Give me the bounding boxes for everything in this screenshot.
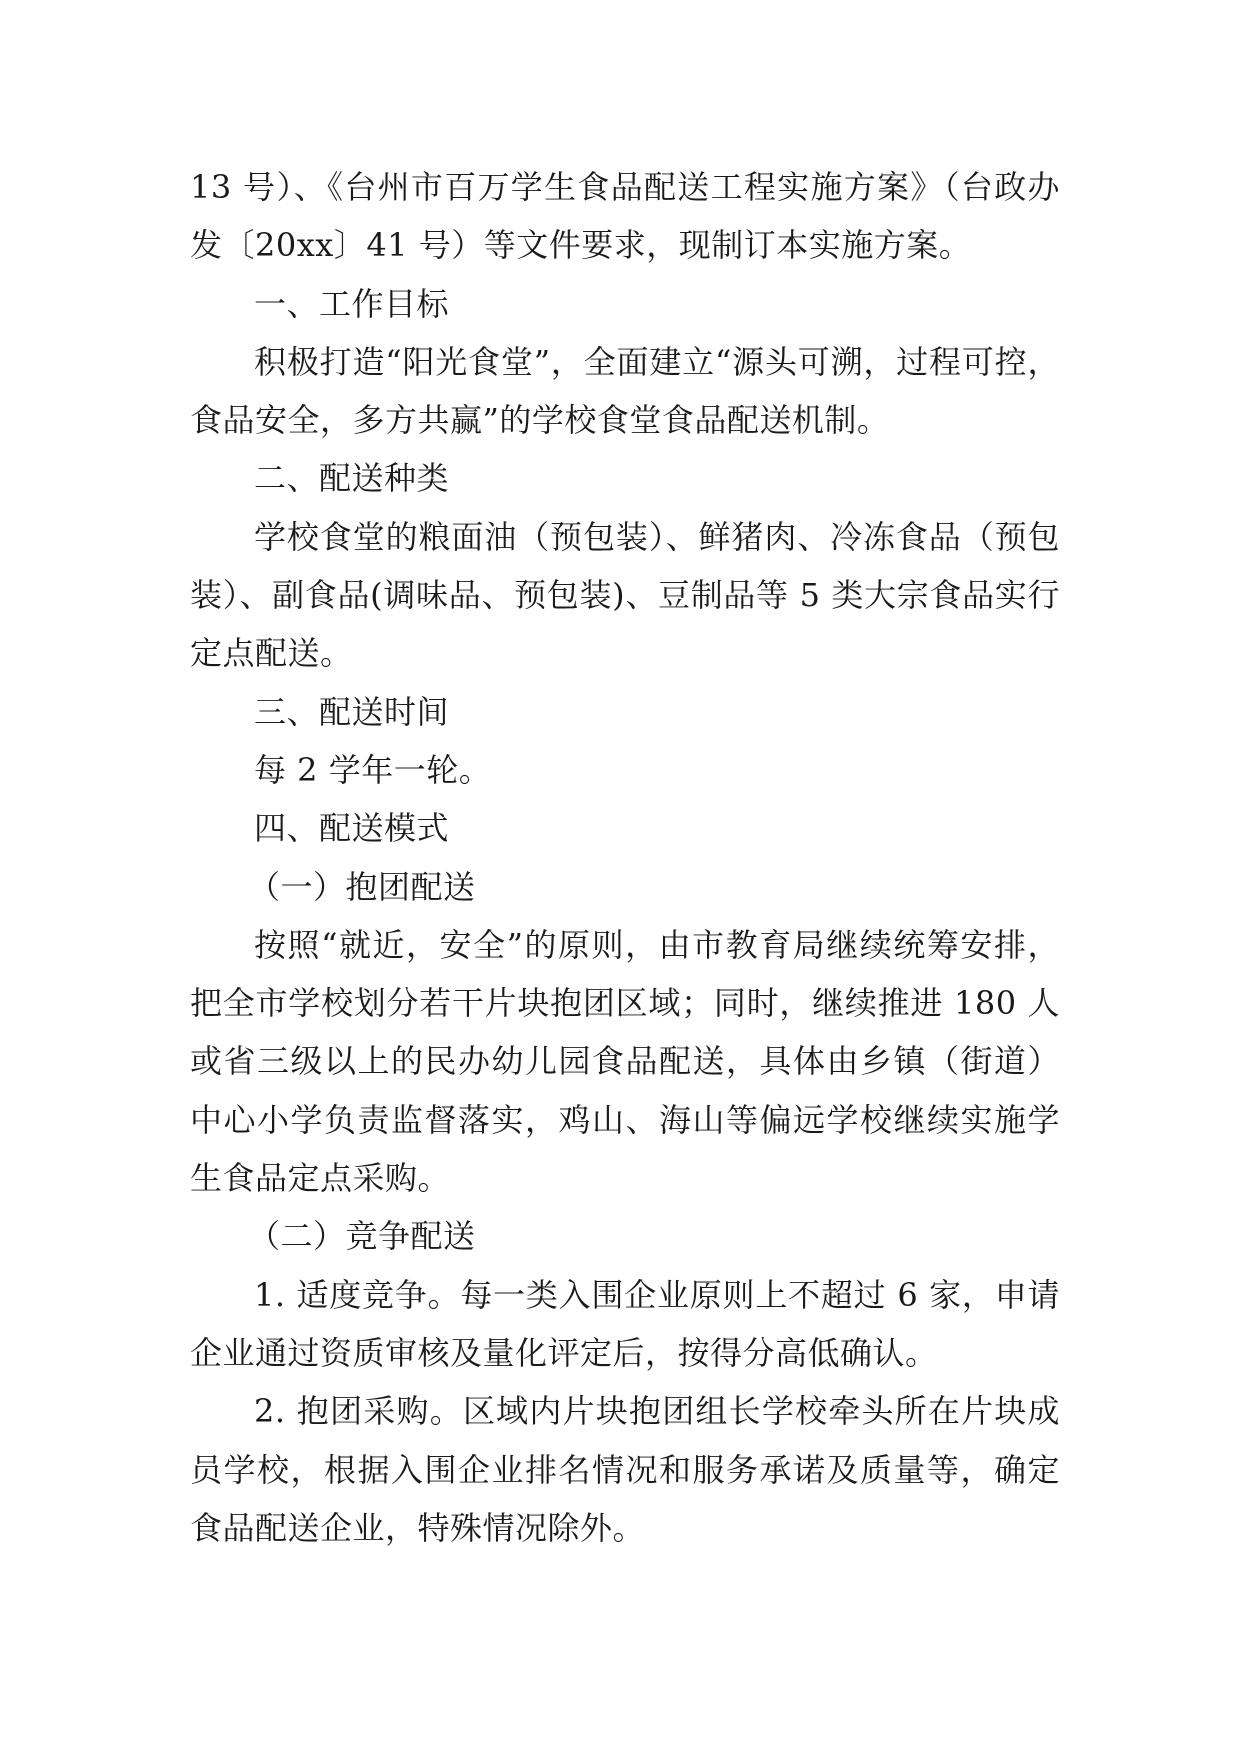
subheading-group-delivery: （一）抱团配送 [248, 867, 476, 906]
paragraph-delivery-time: 每 2 学年一轮。 [254, 750, 492, 789]
subheading-competitive-delivery: （二）竞争配送 [248, 1217, 476, 1256]
paragraph-work-goal: 积极打造“阳光食堂”，全面建立“源头可溯，过程可控，食品安全，多方共赢”的学校食堂食品配送机制。 [190, 342, 1060, 440]
paragraph-moderate-competition: 1. 适度竞争。每一类入围企业原则上不超过 6 家，申请企业通过资质审核及量化评定后，按得分高低确认。 [190, 1275, 1060, 1372]
paragraph-group-delivery: 按照“就近，安全”的原则，由市教育局继续统筹安排，把全市学校划分若干片块抱团区域；同时，继续推进 180 人或省三级以上的民办幼儿园食品配送，具体由乡镇（街道）中心小学负责监督落实，鸡山、海山等偏远学校继续实施学生食品定点采购。 [190, 925, 1060, 1198]
heading-delivery-types: 二、配送种类 [254, 459, 450, 498]
heading-work-goal: 一、工作目标 [254, 284, 450, 323]
paragraph-group-purchase: 2. 抱团采购。区域内片块抱团组长学校牵头所在片块成员学校，根据入围企业排名情况和服务承诺及质量等，确定食品配送企业，特殊情况除外。 [190, 1392, 1060, 1547]
heading-delivery-mode: 四、配送模式 [254, 809, 450, 848]
heading-delivery-time: 三、配送时间 [254, 692, 450, 731]
paragraph-delivery-types: 学校食堂的粮面油（预包装）、鲜猪肉、冷冻食品（预包装）、副食品(调味品、预包装)、豆制品等 5 类大宗食品实行定点配送。 [190, 517, 1060, 673]
paragraph-reference-docs: 13 号）、《台州市百万学生食品配送工程实施方案》（台政办发〔20xx〕41 号）等文件要求，现制订本实施方案。 [190, 168, 1060, 265]
document-body [190, 158, 1060, 1557]
